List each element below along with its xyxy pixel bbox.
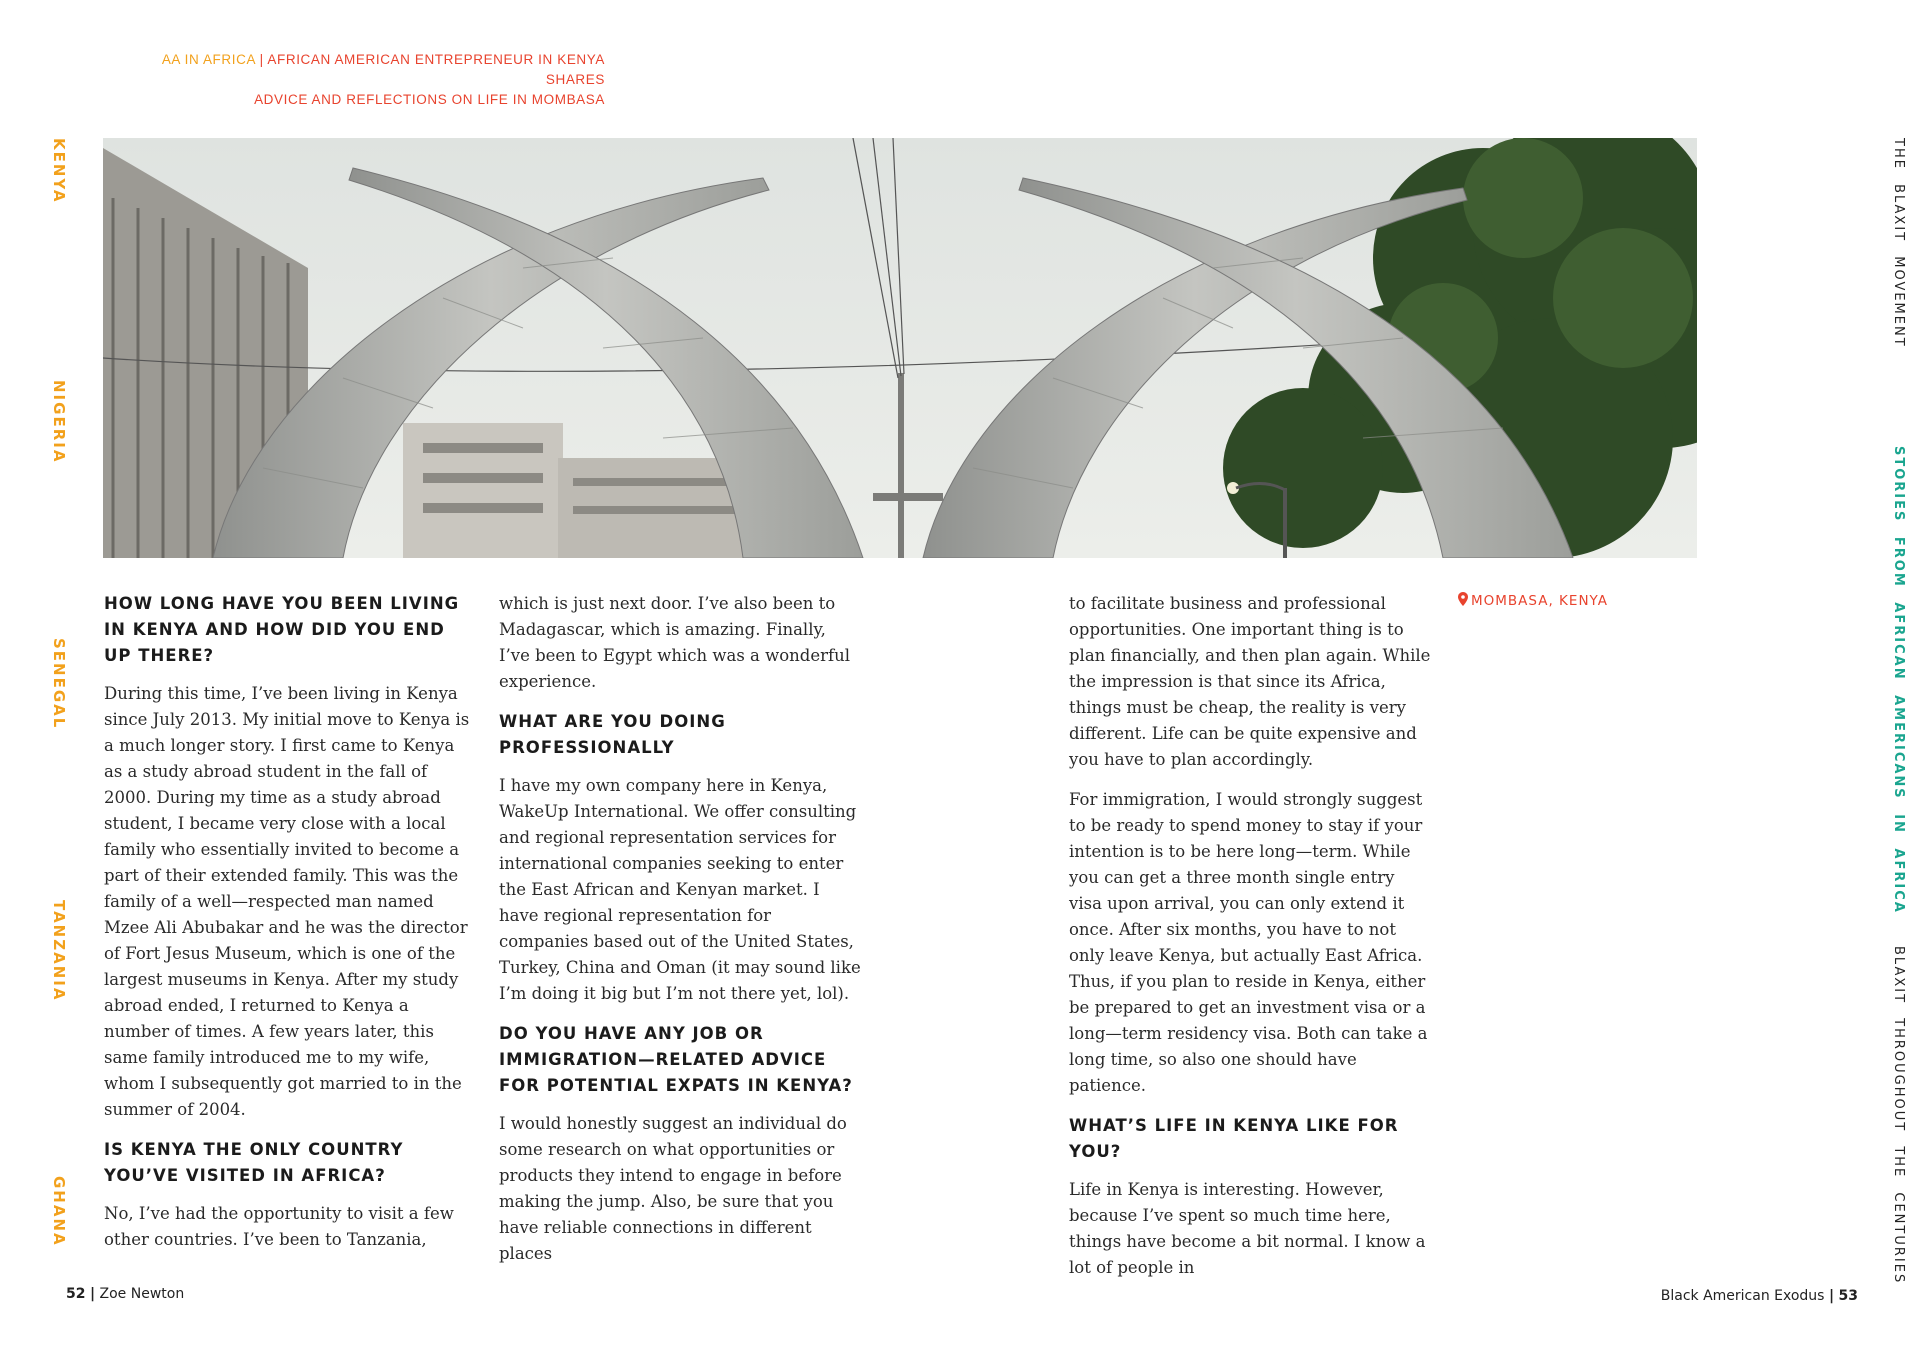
article-column-3 (1069, 591, 1431, 1295)
page-number-left: 52 (66, 1286, 86, 1302)
country-label-nigeria: NIGERIA (50, 380, 68, 464)
side-label-blaxit-movement: THE BLAXIT MOVEMENT (1891, 138, 1906, 348)
location-tag (1458, 592, 1608, 610)
publication-name: Black American Exodus (1660, 1288, 1825, 1304)
answer-paragraph: No, I’ve had the opportunity to visit a few other countries. I’ve been to Tanzania, (104, 1204, 454, 1249)
question-heading: DO YOU HAVE ANY JOB OR IMMIGRATION—RELATED ADVICE FOR POTENTIAL EXPATS IN KENYA? (499, 1024, 853, 1095)
footer-left (66, 1286, 184, 1302)
location-label: MOMBASA, KENYA (1471, 593, 1608, 609)
breadcrumb (100, 50, 605, 110)
country-label-senegal: SENEGAL (50, 638, 68, 730)
question-heading: WHAT’S LIFE IN KENYA LIKE FOR YOU? (1069, 1116, 1399, 1161)
footer-separator: | (1828, 1288, 1835, 1304)
country-label-ghana: GHANA (50, 1176, 68, 1247)
page-number-right: 53 (1838, 1288, 1858, 1304)
article-title-line-1: AFRICAN AMERICAN ENTREPRENEUR IN KENYA SHARES (267, 52, 605, 87)
question-heading: WHAT ARE YOU DOING PROFESSIONALLY (499, 712, 726, 757)
country-label-kenya: KENYA (50, 138, 68, 204)
answer-paragraph: I would honestly suggest an individual do some research on what opportunities or products they intend to engage in before making the jump. Also, be sure that you have reliable connections in different places (499, 1114, 847, 1263)
breadcrumb-line-1 (100, 50, 605, 90)
question-heading: HOW LONG HAVE YOU BEEN LIVING IN KENYA AND HOW DID YOU END UP THERE? (104, 594, 460, 665)
mombasa-tusks-illustration (103, 138, 1697, 558)
article-column-2 (499, 591, 861, 1281)
hero-photo (103, 138, 1697, 558)
answer-paragraph: Life in Kenya is interesting. However, because I’ve spent so much time here, things have become a bit normal. I know a lot of people in (1069, 1180, 1426, 1277)
section-name: AA IN AFRICA (161, 52, 256, 67)
question-heading: IS KENYA THE ONLY COUNTRY YOU’VE VISITED IN AFRICA? (104, 1140, 404, 1185)
side-label-stories: STORIES FROM AFRICAN AMERICANS IN AFRICA (1891, 446, 1906, 914)
footer-right (1620, 1288, 1858, 1304)
article-column-1 (104, 591, 476, 1267)
breadcrumb-separator: | (259, 52, 264, 67)
answer-paragraph: I have my own company here in Kenya, WakeUp International. We offer consulting and regional representation services for international companies seeking to enter the East African and Kenyan market. I have regional representation for companies based out of the United States, Turkey, China and Oman (it may sound like I’m doing it big but I’m not there yet, lol). (499, 776, 861, 1003)
author-name: Zoe Newton (99, 1286, 185, 1302)
answer-paragraph: which is just next door. I’ve also been to Madagascar, which is amazing. Finally, I’ve been to Egypt which was a wonderful experience. (499, 594, 851, 691)
footer-separator: | (89, 1286, 96, 1302)
article-title-line-2: ADVICE AND REFLECTIONS ON LIFE IN MOMBASA (254, 92, 605, 107)
side-label-centuries: BLAXIT THROUGHOUT THE CENTURIES (1891, 946, 1906, 1285)
country-label-tanzania: TANZANIA (50, 900, 68, 1002)
answer-paragraph: During this time, I’ve been living in Kenya since July 2013. My initial move to Kenya is a much longer story. I first came to Kenya as a study abroad student in the fall of 2000. During my time as a study abroad student, I became very close with a local family who essentially invited to become a part of their extended family. This was the family of a well—respected man named Mzee Ali Abubakar and he was the director of Fort Jesus Museum, which is one of the largest museums in Kenya. After my study abroad ended, I returned to Kenya a number of times. A few years later, this same family introduced me to my wife, whom I subsequently got married to in the summer of 2004. (104, 684, 470, 1119)
map-pin-icon (1458, 592, 1468, 610)
answer-paragraph: to facilitate business and professional opportunities. One important thing is to plan financially, and then plan again. While the impression is that since its Africa, things must be cheap, the reality is very different. Life can be quite expensive and you have to plan accordingly. (1069, 594, 1431, 769)
answer-paragraph: For immigration, I would strongly suggest to be ready to spend money to stay if your intention is to be here long—term. While you can get a three month single entry visa upon arrival, you can only extend it once. After six months, you have to not only leave Kenya, but actually East Africa. Thus, if you plan to reside in Kenya, either be prepared to get an investment visa or a long—term residency visa. Both can take a long time, so also one should have patience. (1069, 790, 1428, 1095)
